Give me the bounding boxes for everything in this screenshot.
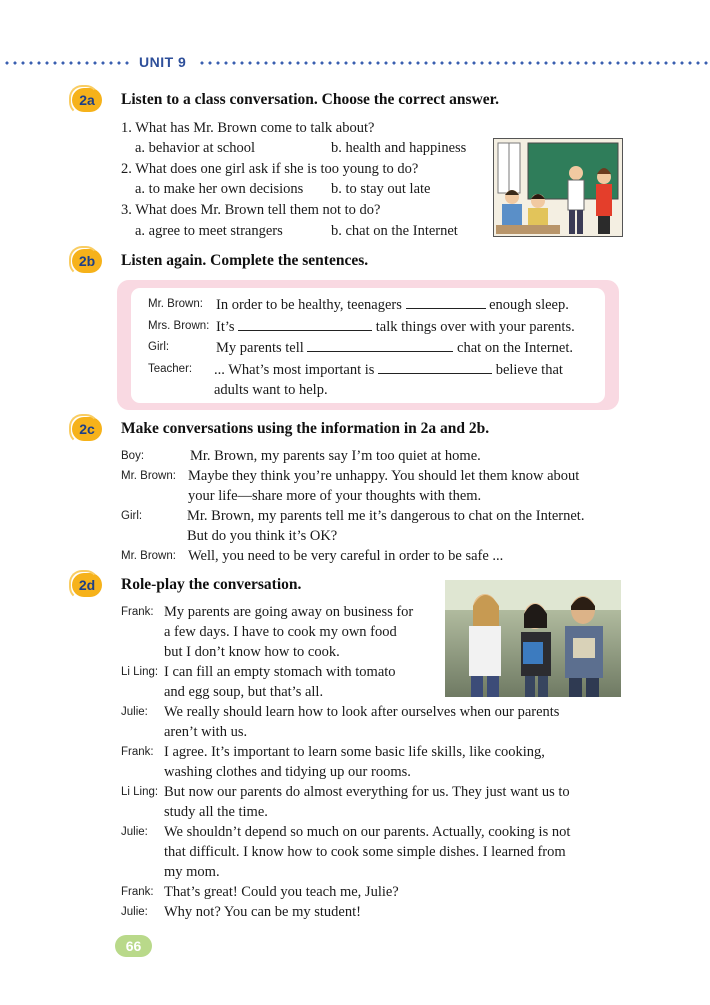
fill-sentence-4	[214, 360, 563, 379]
question-3: 3. What does Mr. Brown tell them not to do?	[121, 202, 381, 218]
sentence-text: chat on the Internet.	[457, 340, 573, 356]
speaker-label: Girl:	[148, 341, 170, 353]
dialogue-line: and egg soup, but that’s all.	[164, 684, 324, 700]
section-badge-2c: 2c	[72, 417, 102, 441]
classroom-illustration	[493, 138, 623, 237]
speaker-label: Julie:	[121, 706, 148, 718]
sentence-text: believe that	[495, 362, 563, 378]
heading-2b: Listen again. Complete the sentences.	[121, 252, 369, 269]
option-3a: a. agree to meet strangers	[135, 223, 283, 239]
dialogue-line: but I don’t know how to cook.	[164, 644, 340, 660]
dialogue-line: We really should learn how to look after ourselves when our parents	[164, 704, 560, 720]
speaker-label: Boy:	[121, 450, 145, 462]
dialogue-line: a few days. I have to cook my own food	[164, 624, 397, 640]
speaker-label: Mrs. Brown:	[148, 320, 210, 332]
speaker-label: Teacher:	[148, 363, 193, 375]
fill-sentence-4-cont: adults want to help.	[214, 382, 328, 398]
answer-blank[interactable]	[378, 360, 492, 374]
speaker-label: Mr. Brown:	[148, 298, 203, 310]
section-badge-2a: 2a	[72, 88, 102, 112]
sentence-text: My parents tell	[216, 340, 304, 356]
dialogue-line: But now our parents do almost everything for us. They just want us to	[164, 784, 570, 800]
dialogue-line: washing clothes and tidying up our rooms.	[164, 764, 411, 780]
dialogue-line: My parents are going away on business for	[164, 604, 414, 620]
answer-blank[interactable]	[238, 317, 372, 331]
dialogue-line: aren’t with us.	[164, 724, 248, 740]
option-1b: b. health and happiness	[331, 140, 467, 156]
speaker-label: Mr. Brown:	[121, 470, 176, 482]
option-3b: b. chat on the Internet	[331, 223, 458, 239]
option-2b: b. to stay out late	[331, 181, 431, 197]
speaker-label: Julie:	[121, 826, 148, 838]
fill-sentence-3	[216, 338, 573, 357]
sentence-text: talk things over with your parents.	[375, 319, 575, 335]
speaker-label: Frank:	[121, 746, 154, 758]
answer-blank[interactable]	[406, 295, 486, 309]
option-2a: a. to make her own decisions	[135, 181, 304, 197]
speaker-label: Girl:	[121, 510, 143, 522]
answer-blank[interactable]	[307, 338, 453, 352]
sentence-text: It’s	[216, 319, 235, 335]
speaker-label: Li Ling:	[121, 666, 159, 678]
dialogue-line: Why not? You can be my student!	[164, 904, 361, 920]
question-2: 2. What does one girl ask if she is too young to do?	[121, 161, 419, 177]
speaker-label: Julie:	[121, 906, 148, 918]
speaker-label: Mr. Brown:	[121, 550, 176, 562]
heading-2d: Role-play the conversation.	[121, 576, 302, 593]
section-badge-2b: 2b	[72, 249, 102, 273]
page-number: 66	[115, 935, 152, 957]
dialogue-line: We shouldn’t depend so much on our parents. Actually, cooking is not	[164, 824, 571, 840]
speaker-label: Li Ling:	[121, 786, 159, 798]
dialogue-line: Mr. Brown, my parents tell me it’s dangerous to chat on the Internet.	[187, 508, 585, 524]
dialogue-line: study all the time.	[164, 804, 268, 820]
header-dots-left	[3, 61, 129, 65]
fill-sentence-2	[216, 317, 575, 336]
unit-title: UNIT 9	[139, 54, 187, 70]
dialogue-line: that difficult. I know how to cook some simple dishes. I learned from	[164, 844, 566, 860]
dialogue-line: my mom.	[164, 864, 220, 880]
dialogue-line-cont: But do you think it’s OK?	[187, 528, 338, 544]
dialogue-line: Mr. Brown, my parents say I’m too quiet at home.	[190, 448, 481, 464]
dialogue-line-cont: your life—share more of your thoughts with them.	[188, 488, 482, 504]
heading-2c: Make conversations using the information in 2a and 2b.	[121, 420, 490, 437]
dialogue-line: I agree. It’s important to learn some basic life skills, like cooking,	[164, 744, 545, 760]
question-1: 1. What has Mr. Brown come to talk about?	[121, 120, 375, 136]
heading-2a: Listen to a class conversation. Choose the correct answer.	[121, 91, 499, 108]
speaker-label: Frank:	[121, 606, 154, 618]
dialogue-line: I can fill an empty stomach with tomato	[164, 664, 396, 680]
option-1a: a. behavior at school	[135, 140, 255, 156]
sentence-text: ... What’s most important is	[214, 362, 375, 378]
header-dots-right	[198, 61, 708, 65]
speaker-label: Frank:	[121, 886, 154, 898]
students-photo	[445, 580, 621, 697]
dialogue-line: Well, you need to be very careful in order to be safe ...	[188, 548, 504, 564]
sentence-text: enough sleep.	[489, 297, 569, 313]
sentence-text: In order to be healthy, teenagers	[216, 297, 402, 313]
fill-sentence-1	[216, 295, 569, 314]
dialogue-line: That’s great! Could you teach me, Julie?	[164, 884, 399, 900]
dialogue-line: Maybe they think you’re unhappy. You should let them know about	[188, 468, 580, 484]
section-badge-2d: 2d	[72, 573, 102, 597]
